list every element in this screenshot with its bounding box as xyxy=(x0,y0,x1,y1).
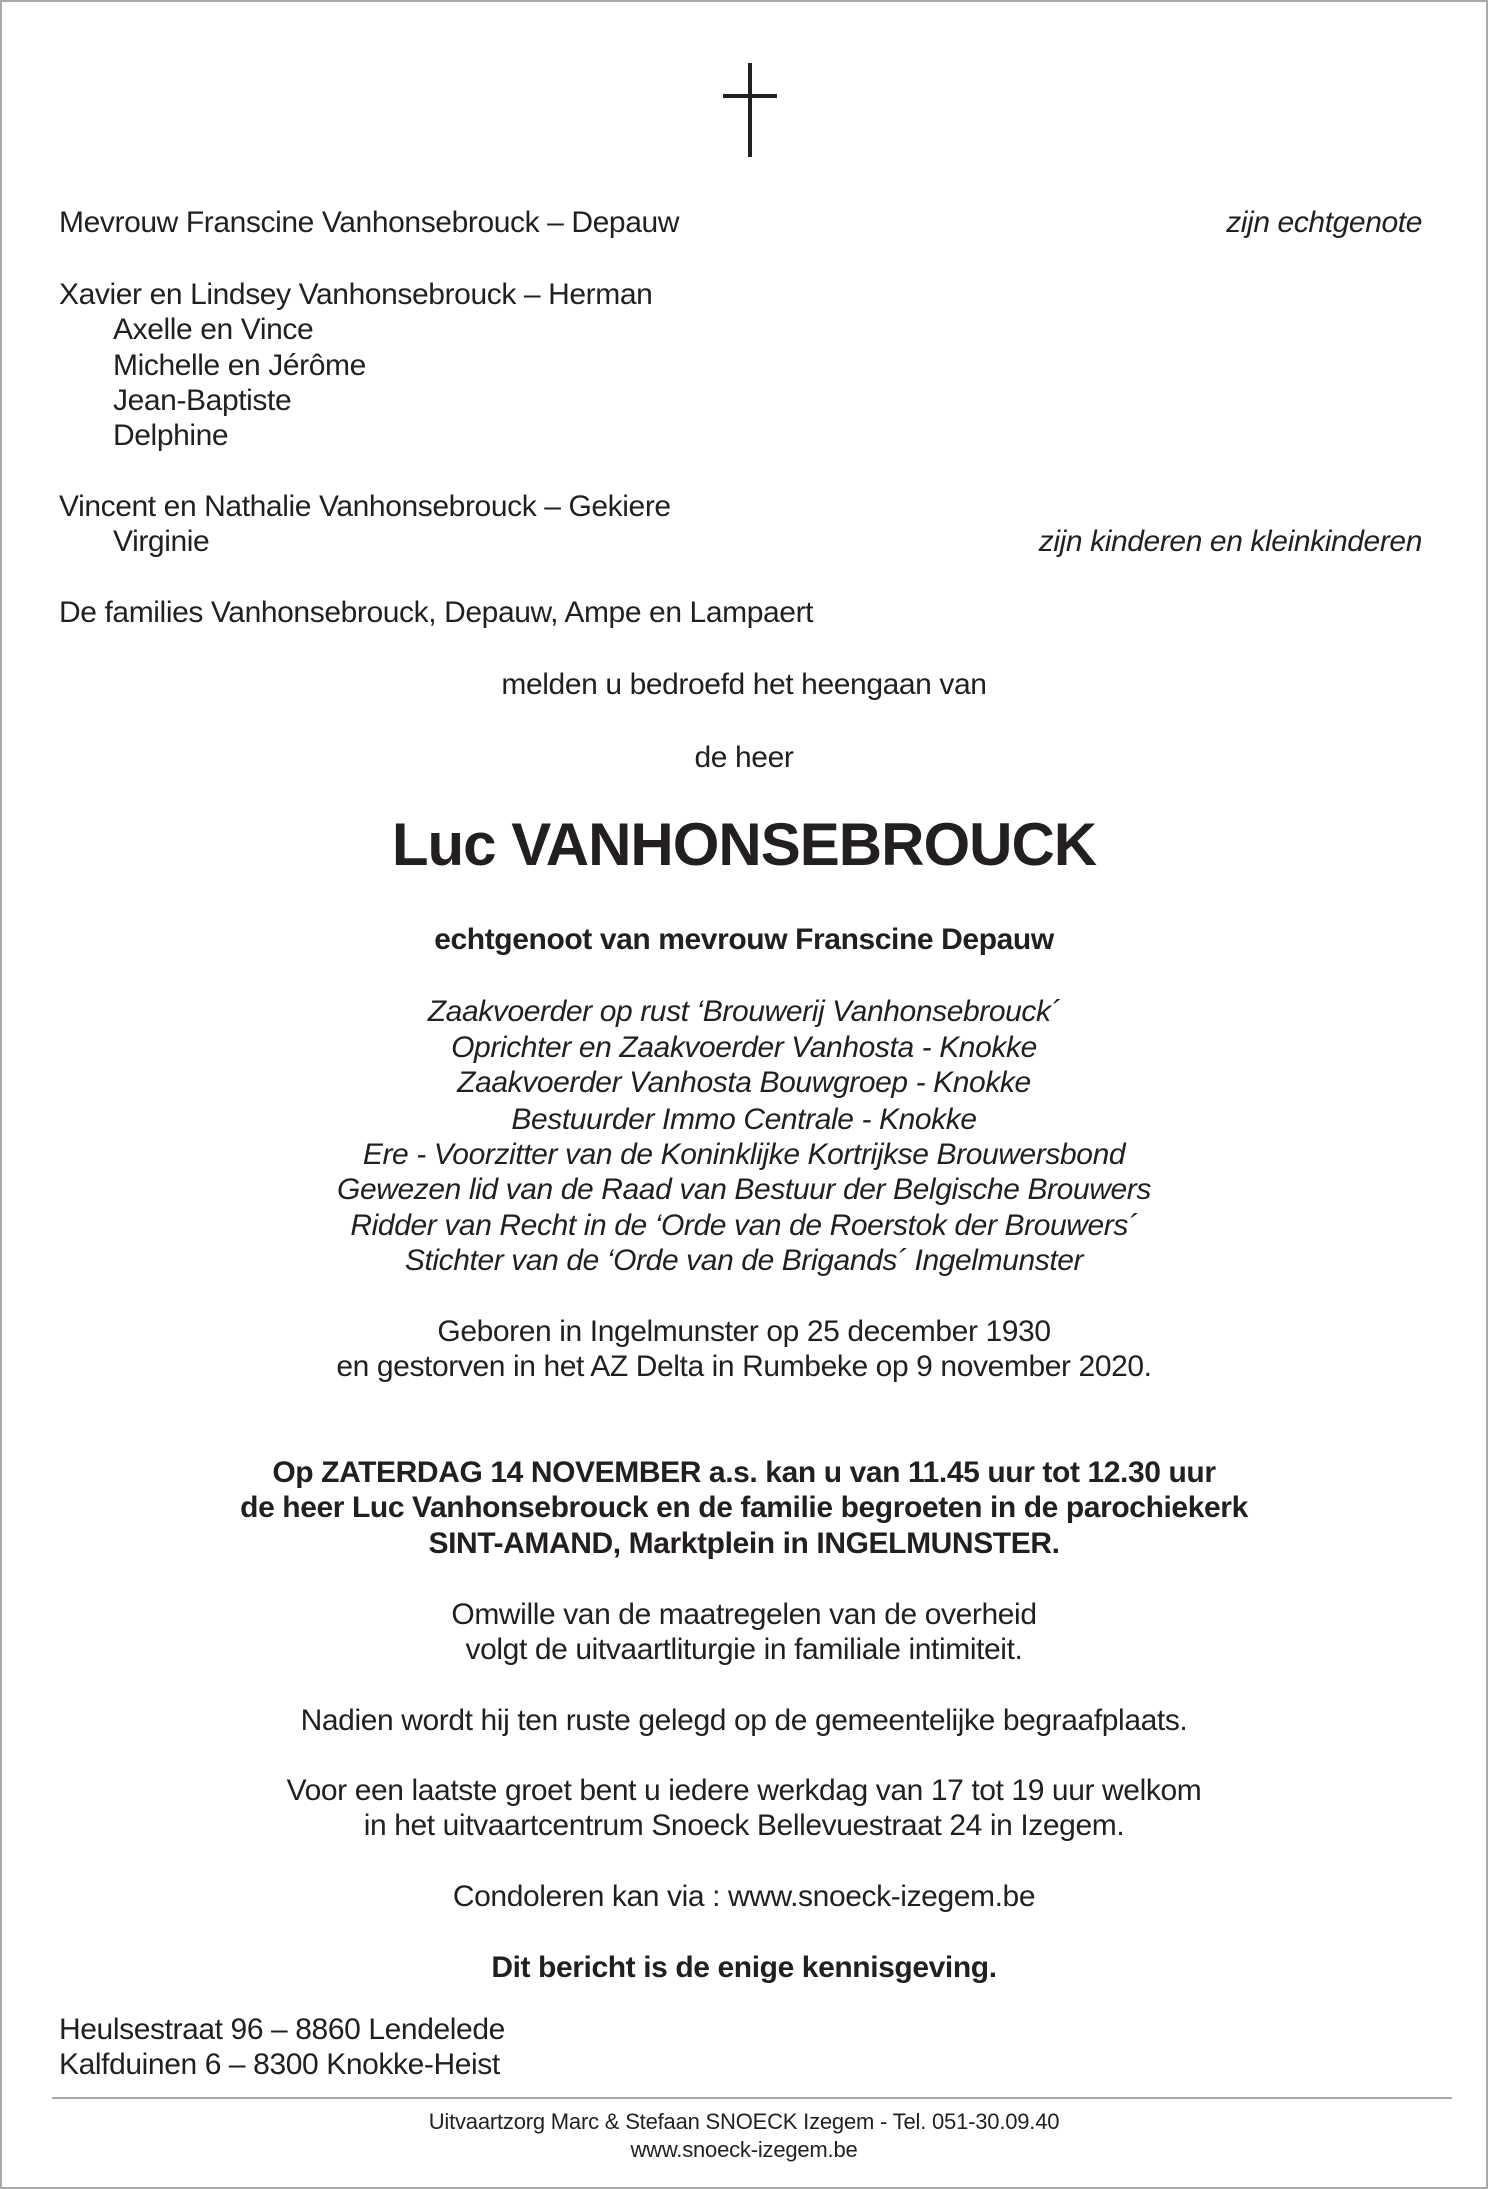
address: Heulsestraat 96 – 8860 Lendelede xyxy=(59,2013,505,2046)
greeting-line: in het uitvaartcentrum Snoeck Bellevuestraat 24 in Izegem. xyxy=(363,1809,1125,1842)
function-line: Bestuurder Immo Centrale - Knokke xyxy=(511,1103,977,1136)
visitation-line: Op ZATERDAG 14 NOVEMBER a.s. kan u van 11.45 uur tot 12.30 uur xyxy=(272,1456,1216,1489)
function-line: Ridder van Recht in de ‘Orde van de Roerstok der Brouwers´ xyxy=(350,1209,1138,1242)
children-role: zijn kinderen en kleinkinderen xyxy=(1038,525,1422,558)
spouse-of: echtgenoot van mevrouw Franscine Depauw xyxy=(434,923,1054,956)
grandchild: Jean-Baptiste xyxy=(113,384,292,417)
function-line: Ere - Voorzitter van de Koninklijke Kortrijkse Brouwersbond xyxy=(362,1138,1126,1171)
visitation-line: SINT-AMAND, Marktplein in INGELMUNSTER. xyxy=(428,1527,1060,1560)
burial: Nadien wordt hij ten ruste gelegd op de gemeentelijke begraafplaats. xyxy=(300,1704,1188,1737)
notice: Dit bericht is de enige kennisgeving. xyxy=(491,1951,997,1984)
function-line: Oprichter en Zaakvoerder Vanhosta - Knokke xyxy=(451,1031,1037,1064)
spouse-name: Mevrouw Franscine Vanhonsebrouck – Depauw xyxy=(59,206,680,239)
function-line: Zaakvoerder Vanhosta Bouwgroep - Knokke xyxy=(457,1066,1031,1099)
grandchild: Axelle en Vince xyxy=(113,313,314,346)
function-line: Zaakvoerder op rust ‘Brouwerij Vanhonsebrouck´ xyxy=(427,995,1061,1028)
measures-line: Omwille van de maatregelen van de overheid xyxy=(451,1598,1037,1631)
footer-website: www.snoeck-izegem.be xyxy=(630,2137,858,2162)
grandchild: Virginie xyxy=(113,525,210,558)
address: Kalfduinen 6 – 8300 Knokke-Heist xyxy=(59,2048,500,2081)
grandchild: Michelle en Jérôme xyxy=(113,349,366,382)
death: en gestorven in het AZ Delta in Rumbeke op 9 november 2020. xyxy=(336,1350,1152,1383)
families: De families Vanhonsebrouck, Depauw, Ampe en Lampaert xyxy=(59,596,814,629)
condolences: Condoleren kan via : www.snoeck-izegem.be xyxy=(452,1880,1036,1913)
cross-vertical xyxy=(748,63,752,157)
function-line: Stichter van de ‘Orde van de Brigands´ Ingelmunster xyxy=(404,1244,1084,1277)
footer-undertaker: Uitvaartzorg Marc & Stefaan SNOECK Izegem - Tel. 051-30.09.40 xyxy=(428,2109,1060,2134)
footer-divider xyxy=(52,2097,1452,2099)
child-1: Xavier en Lindsey Vanhonsebrouck – Herman xyxy=(59,278,653,311)
birth: Geboren in Ingelmunster op 25 december 1930 xyxy=(437,1315,1051,1348)
greeting-line: Voor een laatste groet bent u iedere werkdag van 17 tot 19 uur welkom xyxy=(286,1774,1202,1807)
measures-line: volgt de uitvaartliturgie in familiale intimiteit. xyxy=(465,1633,1023,1666)
visitation-line: de heer Luc Vanhonsebrouck en de familie begroeten in de parochiekerk xyxy=(240,1491,1248,1524)
child-2: Vincent en Nathalie Vanhonsebrouck – Gekiere xyxy=(59,490,671,523)
announcement: melden u bedroefd het heengaan van xyxy=(501,668,987,701)
function-line: Gewezen lid van de Raad van Bestuur der Belgische Brouwers xyxy=(337,1173,1151,1206)
spouse-role: zijn echtgenote xyxy=(1226,206,1422,239)
title: de heer xyxy=(694,741,794,774)
cross-horizontal xyxy=(723,94,777,98)
deceased-name: Luc VANHONSEBROUCK xyxy=(391,811,1097,878)
grandchild: Delphine xyxy=(113,419,229,452)
